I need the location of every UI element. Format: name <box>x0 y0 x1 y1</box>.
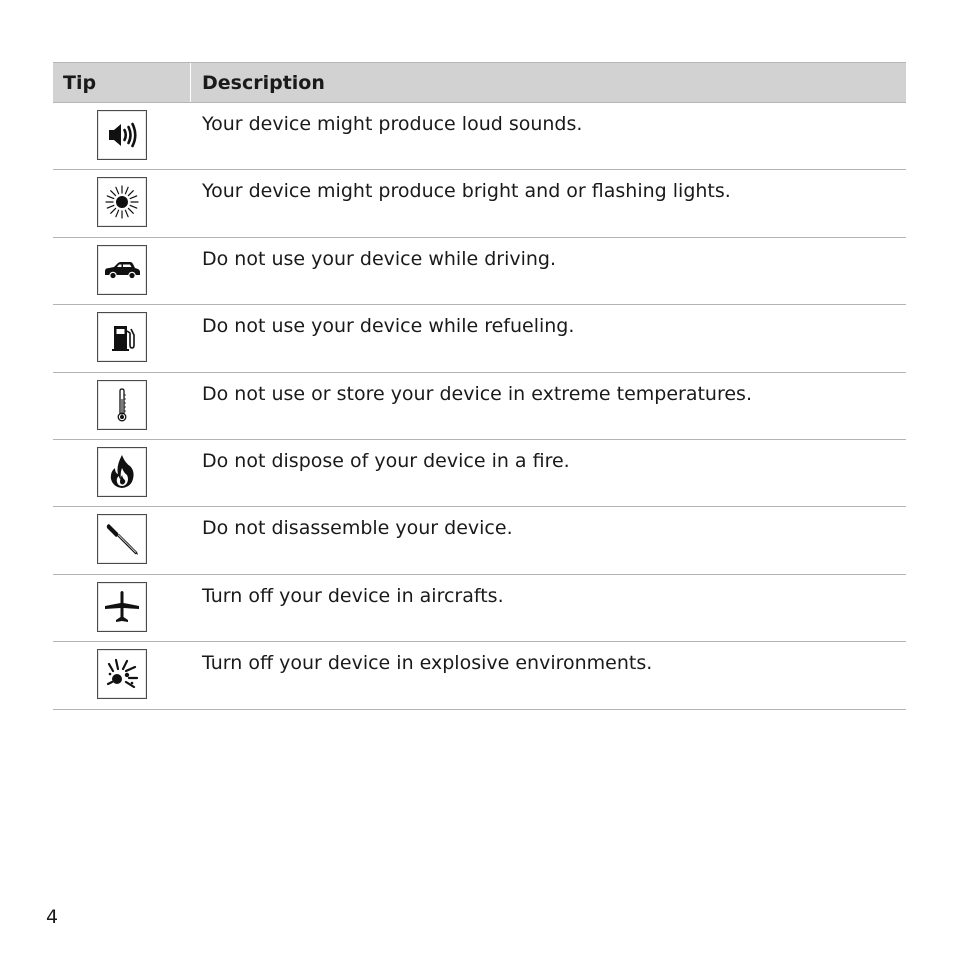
description-cell: Do not use or store your device in extreme temperatures. <box>202 382 752 405</box>
tip-cell <box>53 440 191 506</box>
table-row <box>53 507 906 574</box>
tip-cell <box>53 642 191 708</box>
tip-cell <box>53 103 191 169</box>
description-cell: Do not use your device while driving. <box>202 247 557 270</box>
page-number: 4 <box>46 906 59 928</box>
description-cell: Do not disassemble your device. <box>202 517 513 540</box>
description-cell: Do not dispose of your device in a fire. <box>202 449 570 472</box>
tip-cell <box>53 170 191 236</box>
car-icon <box>97 245 147 295</box>
description-cell: Turn off your device in explosive environments. <box>202 652 653 675</box>
table-row <box>53 170 906 237</box>
safety-tips-table <box>53 62 906 710</box>
tip-cell <box>53 507 191 573</box>
description-cell: Your device might produce loud sounds. <box>202 113 583 135</box>
table-row <box>53 373 906 440</box>
tip-cell <box>53 373 191 439</box>
table-header <box>53 62 906 103</box>
table-row <box>53 575 906 642</box>
table-row <box>53 103 906 170</box>
loud-sound-icon <box>97 110 147 160</box>
description-cell: Do not use your device while refueling. <box>202 315 575 338</box>
table-row <box>53 440 906 507</box>
thermometer-icon <box>97 380 147 430</box>
tip-cell <box>53 305 191 371</box>
explosion-icon <box>97 649 147 699</box>
fire-icon <box>97 447 147 497</box>
description-cell: Your device might produce bright and or flashing lights. <box>202 180 731 203</box>
table-row <box>53 642 906 709</box>
table-row <box>53 238 906 305</box>
screwdriver-icon <box>97 514 147 564</box>
fuel-pump-icon <box>97 312 147 362</box>
tip-cell <box>53 238 191 304</box>
bright-light-icon <box>97 177 147 227</box>
table-row <box>53 305 906 372</box>
airplane-icon <box>97 582 147 632</box>
header-description: Description <box>202 71 325 94</box>
description-cell: Turn off your device in aircrafts. <box>202 584 504 607</box>
header-tip: Tip <box>53 63 191 102</box>
tip-cell <box>53 575 191 641</box>
